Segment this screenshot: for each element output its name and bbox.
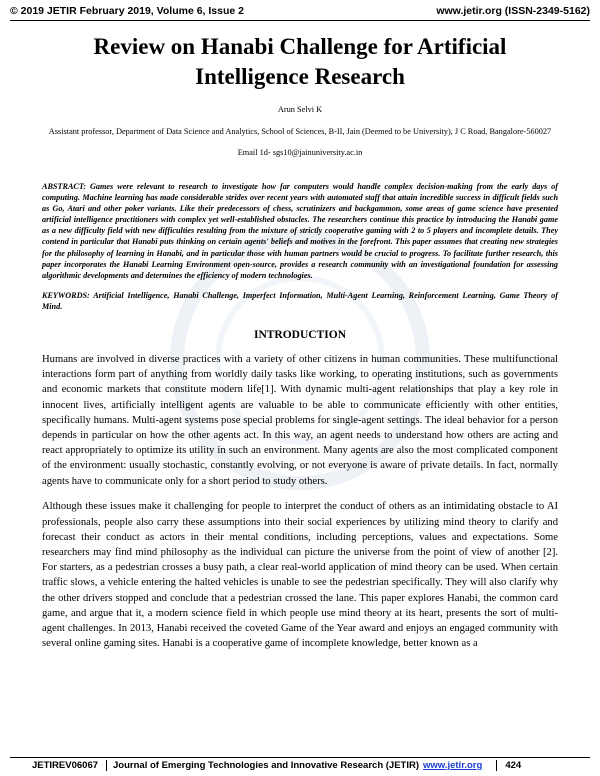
footer-page-number: 424	[496, 760, 521, 771]
header-left: © 2019 JETIR February 2019, Volume 6, Issue 2	[10, 5, 244, 17]
header-right: www.jetir.org (ISSN-2349-5162)	[436, 5, 590, 17]
keywords: KEYWORDS: Artificial Intelligence, Hanabi Challenge, Imperfect Information, Multi-Agent Learning, Reinforcement Learning, Game Theory of Mind.	[42, 290, 558, 311]
footer-journal: Journal of Emerging Technologies and Innovative Research (JETIR)	[113, 760, 420, 771]
author-affiliation: Assistant professor, Department of Data Science and Analytics, School of Sciences, B-II, Jain (Deemed to be University), J C Road, Bangalore-560027	[48, 127, 552, 136]
header-rule	[10, 20, 590, 21]
page-footer	[10, 757, 590, 773]
footer-paper-id: JETIREV06067	[10, 760, 107, 771]
section-heading-introduction: INTRODUCTION	[253, 329, 346, 342]
abstract: ABSTRACT: Games were relevant to research to investigate how far computers would handle complex decision-making from the early days of computing. Machine learning has made considerable strides over recent years with automated staff that attain incredible success in difficult fields such as Go, Atari and other poker variants. Like their predecessors of chess, scrutinizers and backgammon, some areas of game science have presented artificial intelligence practitioners with complex yet well-established obstacles. The researchers continue this practice by introducing the Hanabi game as a new difficulty field with new difficulties resulting from the mixture of strictly cooperative gaming with 2 to 5 players and incomplete details. They contend in particular that Hanabi puts thinking on certain agents' beliefs and motives in the forefront. This paper assumes that creating new strategies for the philosophy of learning in Hanabi, and in particular those with human partners would be crucial to progress. To facilitate further research, this paper incorporates the Hanabi Learning Environment open-source, provides a research community with an investigational foundation for assessing algorithmic developments and determines the efficiency of modern technologies.	[42, 182, 558, 280]
author-email: Email 1d- sgs10@jainuniversity.ac.in	[237, 148, 363, 157]
body-paragraph: Humans are involved in diverse practices with a variety of other citizens in human communities. These multifunctional interactions form part of anything from worldly daily tasks like working, to operating institutions, such as governments and economic markets that constitute modern life[1]. With dynamic multi-agent relationships that play a key role in innocent lives, artificially intelligent agents are valuable to be able to communicate efficiently with other entities, specifically humans. Multi-agent systems pose special problems for single-agent settings. The ideal behavior for a person depends in particular on how the other agents act. In this way, an agent needs to understand how others are acting and react appropriately to optimize its utility in such an environment. Many agents are also the most complicated component of the environment: usually stochastic, constantly evolving, or not everyone is aware of private details. In fact, normally agents have to communicate only for a short period to study others.	[42, 354, 558, 487]
running-header	[10, 4, 590, 18]
author-name: Arun Selvi K	[277, 105, 323, 114]
paper-title: Review on Hanabi Challenge for Artificial Intelligence Research	[93, 34, 507, 89]
page-content	[42, 32, 558, 662]
body-paragraph: Although these issues make it challenging for people to interpret the conduct of others as an intimidating obstacle to AI professionals, people also carry these assumptions into their social experiences by utilizing mind theory to clarify and forecast their conduct as actors in their mental conditions, including perceptions, values and expectations. Some researchers may find mind philosophy as the individual can picture the universe from the point of view of another [2]. For starters, as a pedestrian crosses a busy path, a clear real-world application of mind theory can be used. When certain traffic slows, a vehicle entering the halted vehicles is unable to see the pedestrian specifically. They will also clarify why the other drivers stopped and conclude that a pedestrian crossed the lane. This paper explores Hanabi, the common card game, and argue that it, a modern science field in which people use mind theory at its heart, presents the sort of multi-agent challenges. In 2013, Hanabi received the coveted Game of the Year award and enjoys an engaged community with several online gaming sites. Hanabi is a cooperative game of incomplete knowledge, better known as a	[42, 501, 558, 650]
footer-journal-link[interactable]: www.jetir.org	[423, 760, 483, 771]
